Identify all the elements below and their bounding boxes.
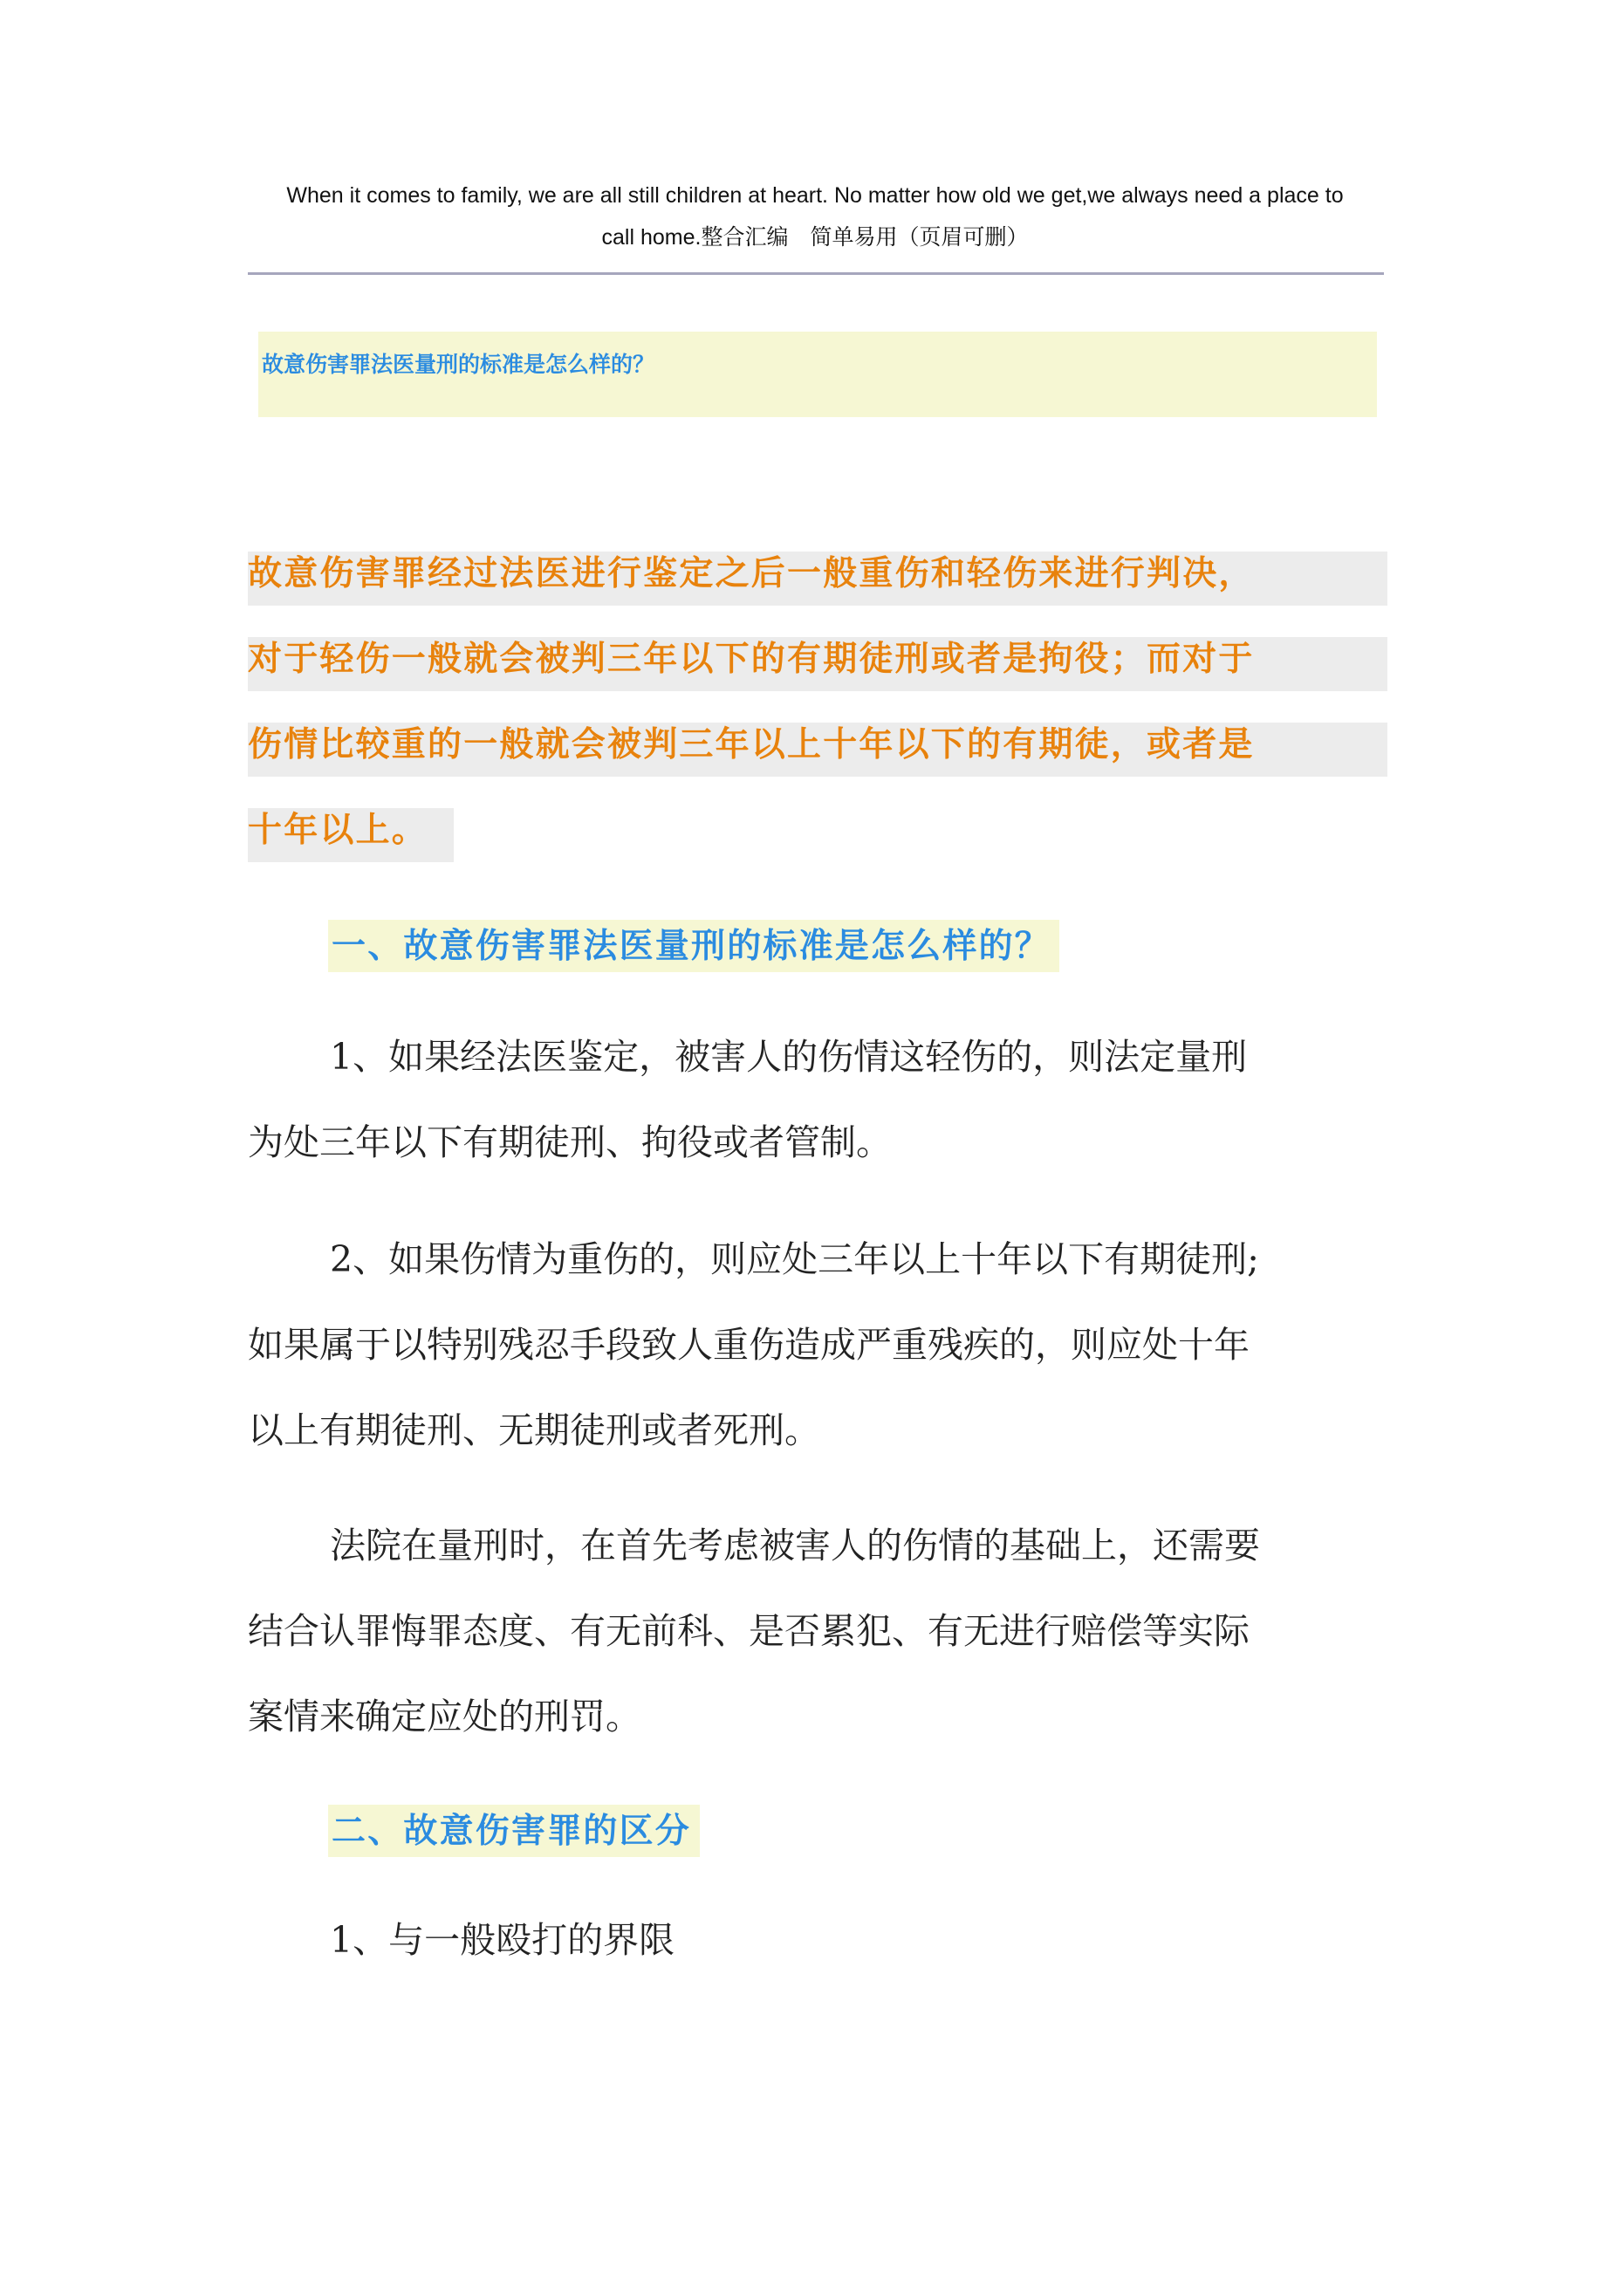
header-line-2: call home.整合汇编 简单易用（页眉可删） [601, 225, 1029, 250]
intro-line: 十年以上。 [248, 803, 1391, 857]
intro-line: 对于轻伤一般就会被判三年以下的有期徒刑或者是拘役；而对于 [248, 632, 1391, 686]
page-header [248, 175, 1382, 258]
intro-line: 故意伤害罪经过法医进行鉴定之后一般重伤和轻伤来进行判决， [248, 546, 1391, 600]
intro-summary [248, 546, 1391, 888]
section-1-paragraph-1: 1、如果经法医鉴定，被害人的伤情这轻伤的，则法定量刑 为处三年以下有期徒刑、拘役或者管制。 [248, 1036, 1248, 1163]
section-1-heading: 一、故意伤害罪法医量刑的标准是怎么样的？ [328, 920, 1059, 972]
header-divider [248, 272, 1384, 275]
header-line-1: When it comes to family, we are all still children at heart. No matter how old we get,we always need a place to [286, 183, 1344, 208]
intro-line: 伤情比较重的一般就会被判三年以上十年以下的有期徒，或者是 [248, 717, 1391, 771]
document-title-box [258, 332, 1377, 417]
section-1-paragraph-3: 法院在量刑时，在首先考虑被害人的伤情的基础上，还需要 结合认罪悔罪态度、有无前科、是否累犯、有无进行赔偿等实际 案情来确定应处的刑罚。 [248, 1525, 1260, 1737]
document-title: 故意伤害罪法医量刑的标准是怎么样的？ [262, 352, 655, 377]
section-2-paragraph-1: 1、与一般殴打的界限 [330, 1919, 675, 1961]
section-2-heading: 二、故意伤害罪的区分 [328, 1805, 700, 1857]
section-1-paragraph-2: 2、如果伤情为重伤的，则应处三年以上十年以下有期徒刑; 如果属于以特别残忍手段致人重伤造成严重残疾的，则应处十年 以上有期徒刑、无期徒刑或者死刑。 [248, 1238, 1259, 1451]
